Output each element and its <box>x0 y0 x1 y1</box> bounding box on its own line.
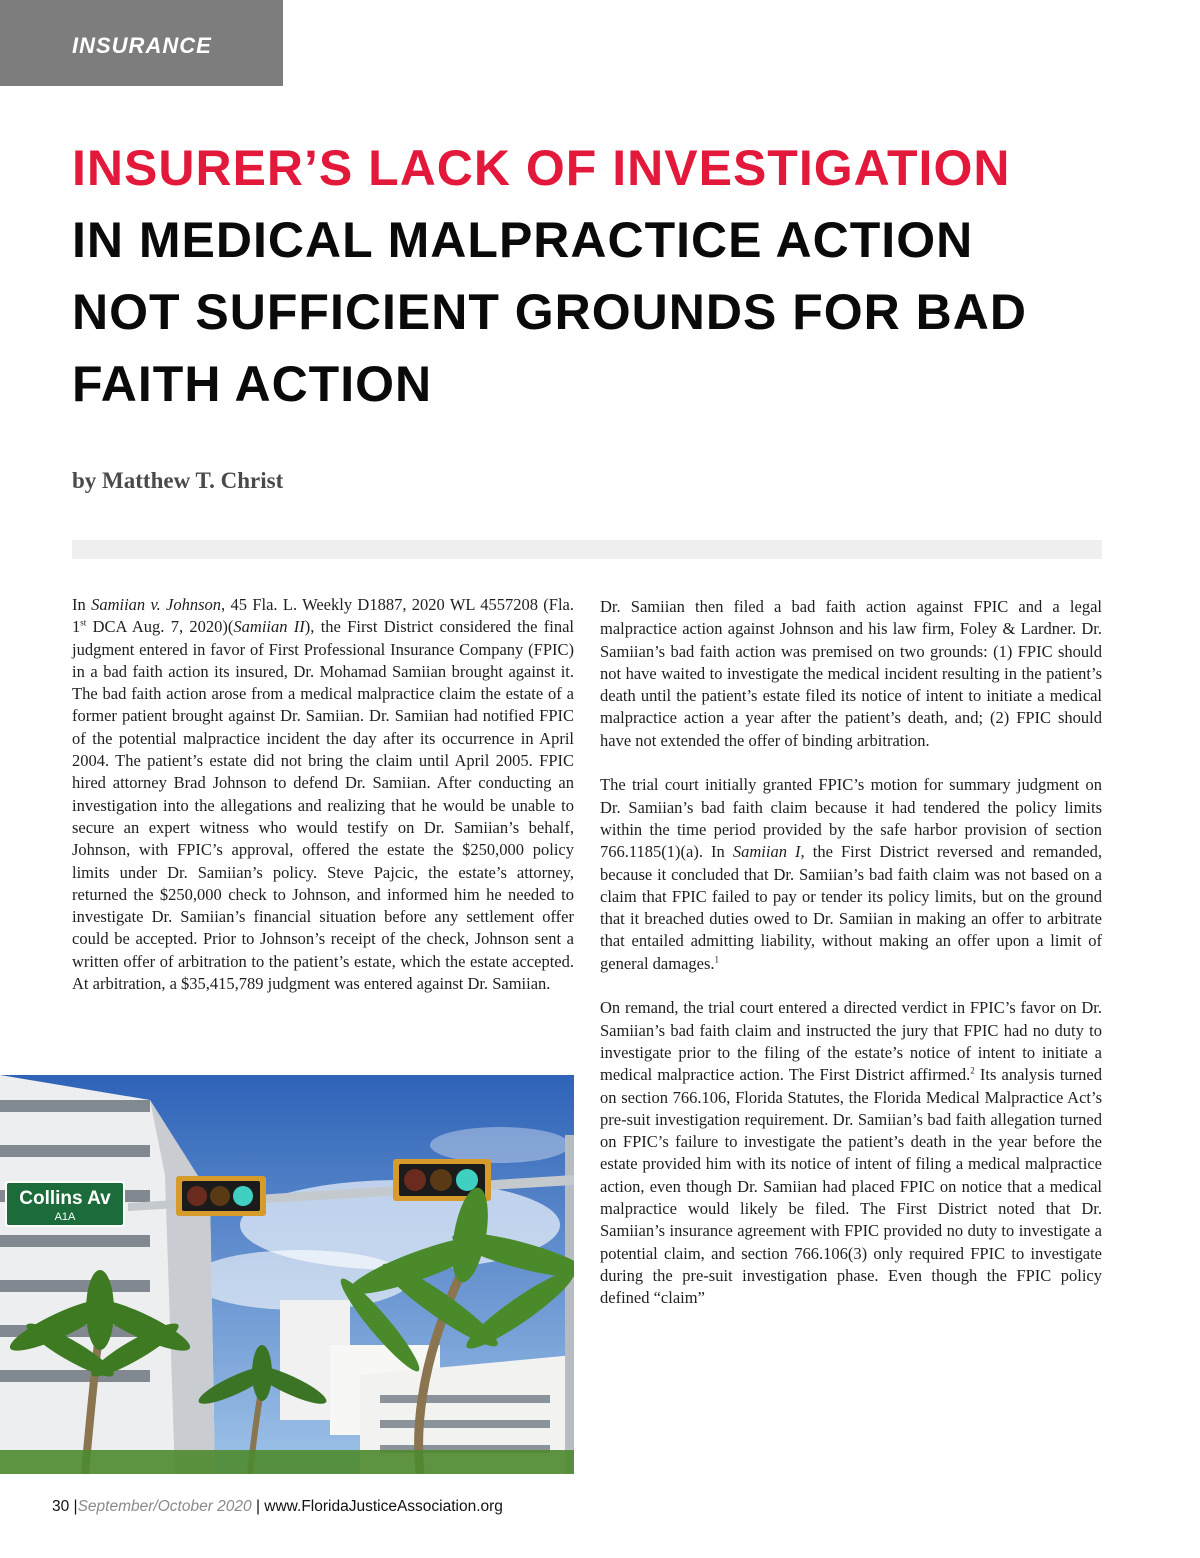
article-photo <box>0 1075 574 1474</box>
paragraph-2: Dr. Samiian then filed a bad faith action against FPIC and a legal malpractice action against Johnson and his law firm, Foley & Lardner. Dr. Samiian’s bad faith action was premised on two grounds: (1) FPIC should not have waited to investigate the medical incident resulting in the patient’s death until the patient’s estate filed its notice of intent to initiate a medical malpractice action a year after the patient’s death, and; (2) FPIC should have not extended the offer of binding arbitration. <box>600 597 1102 750</box>
page-number: 30 <box>52 1498 70 1515</box>
footnote-ref-1: 1 <box>714 954 720 965</box>
page-footer: 30 |September/October 2020 | www.FloridaJusticeAssociation.org <box>52 1498 503 1515</box>
case-short-name: Samiian I <box>732 842 801 862</box>
issue-date: September/October 2020 <box>77 1498 252 1515</box>
byline: by Matthew T. Christ <box>72 468 284 493</box>
divider-band <box>72 540 1102 559</box>
headline-line-3: NOT SUFFICIENT GROUNDS FOR BAD <box>72 284 1027 340</box>
website-link[interactable]: www.FloridaJusticeAssociation.org <box>264 1498 503 1515</box>
paragraph-3: The trial court initially granted FPIC’s motion for summary judgment on Dr. Samiian’s bad faith claim because it had tendered the policy limits within the time period provided by the safe harbor provision of section 766.1185(1)(a). In Samiian I, the First District reversed and remanded, because it concluded that Dr. Samiian’s bad faith claim was not based on a claim that FPIC failed to pay or tender its policy limits, but on the ground that it breached duties owed to Dr. Samiian in making an offer to arbitrate that entailed admitting liability, without making an offer upon a limit of general damages.$^1$ <box>600 775 1102 973</box>
street-sign-name: Collins Av <box>19 1188 111 1209</box>
article-column-right <box>600 596 1102 1332</box>
street-sign <box>6 1182 124 1226</box>
street-sign-route: A1A <box>54 1211 76 1223</box>
case-short-name: Samiian II <box>233 617 305 637</box>
headline-line-1: INSURER’S LACK OF INVESTIGATION <box>72 140 1011 196</box>
article-column-left <box>72 594 574 1018</box>
article-headline <box>72 132 1132 420</box>
paragraph-1: In Samiian v. Johnson, 45 Fla. L. Weekly D1887, 2020 WL 4557208 (Fla. 1st DCA Aug. 7, 2020)(Samiian II), the First District considered the final judgment entered in favor of First Professional Insurance Company (FPIC) in a bad faith action its insured, Dr. Mohamad Samiian brought against it. The bad faith action arose from a medical malpractice claim the estate of a former patient brought against Dr. Samiian. Dr. Samiian had notified FPIC of the potential malpractice incident the day after its occurrence in April 2004. The patient’s estate did not bring the claim until April 2005. FPIC hired attorney Brad Johnson to defend Dr. Samiian. After conducting an investigation into the allegations and realizing that he would be unable to secure an expert witness who would testify on Dr. Samiian’s behalf, Johnson, with FPIC’s approval, offered the estate the $250,000 policy limits under Dr. Samiian’s policy. Steve Pajcic, the estate’s attorney, returned the $250,000 check to Johnson, and informed him he needed to investigate Dr. Samiian’s financial situation before any settlement offer could be accepted. Prior to Johnson’s receipt of the check, Johnson sent a written offer of arbitration to the patient’s estate, which the estate accepted. At arbitration, a $35,415,789 judgment was entered against Dr. Samiian. <box>72 595 575 994</box>
section-label: INSURANCE <box>72 33 212 58</box>
footnote-ref-2: 2 <box>970 1065 975 1076</box>
paragraph-4: On remand, the trial court entered a directed verdict in FPIC’s favor on Dr. Samiian’s bad faith claim and instructed the jury that FPIC had no duty to investigate prior to the filing of the estate’s notice of intent to initiate a medical malpractice action. The First District affirmed.$^2$ Its analysis turned on section 766.106, Florida Statutes, the Florida Medical Malpractice Act’s pre-suit investigation requirement. Dr. Samiian’s bad faith allegation turned on FPIC’s failure to investigate the patient’s death in the year before the estate provided him with its notice of intent of filing a medical malpractice action, even though Dr. Samiian had placed FPIC on notice that a medical malpractice would likely be filed. The First District noted that Dr. Samiian’s insurance agreement with FPIC provided no duty to investigate a potential claim, and section 766.106(3) only required FPIC to investigate during the pre-suit investigation phase. Even though the FPIC policy defined “claim” <box>600 998 1102 1308</box>
headline-line-2: IN MEDICAL MALPRACTICE ACTION <box>72 212 974 268</box>
section-tab <box>0 0 283 86</box>
street-scene-illustration <box>0 1075 574 1474</box>
case-citation: Samiian v. Johnson <box>91 595 222 614</box>
headline-line-4: FAITH ACTION <box>72 356 433 412</box>
